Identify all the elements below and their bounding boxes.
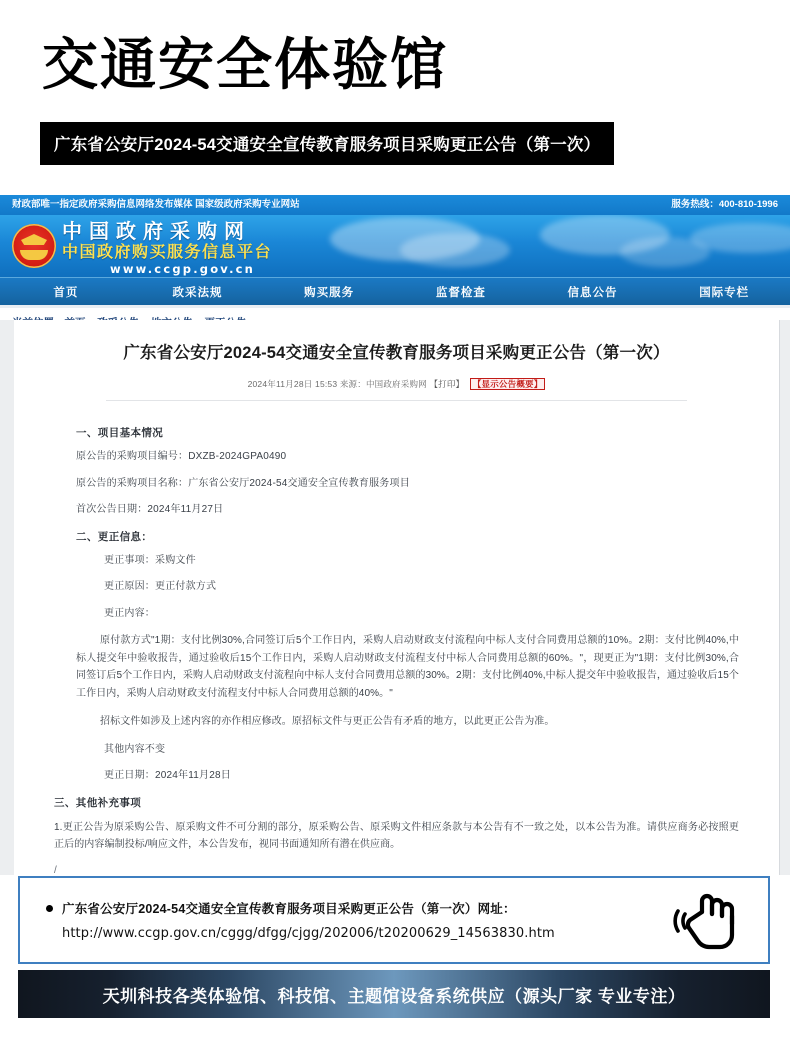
site-logo-url: www.ccgp.gov.cn bbox=[110, 262, 256, 276]
status-badge[interactable]: 【显示公告概要】 bbox=[470, 378, 546, 390]
cloud-decoration-icon bbox=[400, 233, 510, 267]
company-footer-banner bbox=[18, 970, 770, 1018]
nav-item-notices[interactable]: 信息公告 bbox=[567, 286, 618, 299]
document-body bbox=[14, 401, 779, 875]
announcement-url[interactable]: http://www.ccgp.gov.cn/cggg/dfgg/cjgg/202006/t20200629_14563830.htm bbox=[62, 926, 555, 941]
company-footer-text: 天圳科技各类体验馆、科技馆、主题馆设备系统供应（源头厂家 专业专注） bbox=[102, 986, 686, 1006]
correction-date: 更正日期：2024年11月28日 bbox=[104, 770, 231, 782]
site-logo-line1: 中国政府采购网 bbox=[62, 221, 251, 243]
poster-header bbox=[0, 0, 790, 165]
correction-reason: 更正原因：更正付款方式 bbox=[104, 581, 217, 593]
service-hotline: 服务热线：400-810-1996 bbox=[671, 199, 778, 210]
nav-item-services[interactable]: 购买服务 bbox=[304, 286, 355, 299]
site-logo-line2: 中国政府购买服务信息平台 bbox=[62, 244, 273, 261]
correction-other-unchanged: 其他内容不变 bbox=[104, 743, 166, 755]
announcement-datetime: 2024年11月28日 15:53 bbox=[247, 379, 338, 390]
correction-content-body: 原付款方式"1期：支付比例30%,合同签订后5个工作日内，采购人启动财政支付流程向中标人支付合同费用总额的10%。2期：支付比例40%,中标人提交年中验收报告，通过验收后15个工作日内，采购人启动财政支付流程支付中标人合同费用总额的60%。"，现更正为"1期：支付比例30%,合同签订后5个工作日内，采购人启动财政支付流程向中标人支付合同费用总额的30%。2期：支付比例40%,中标人提交年中验收报告，通过验收后15个工作日内，采购人启动财政支付流程支付中标人合同费用总额的40%。" bbox=[76, 635, 739, 699]
correction-content-label: 更正内容： bbox=[104, 607, 155, 619]
nav-item-international[interactable]: 国际专栏 bbox=[699, 286, 750, 299]
url-card-label: 广东省公安厅2024-54交通安全宣传教育服务项目采购更正公告（第一次）网址： bbox=[62, 902, 516, 916]
original-project-number: 原公告的采购项目编号：DXZB-2024GPA0490 bbox=[76, 451, 287, 463]
announcement-source: 来源：中国政府采购网 bbox=[339, 379, 427, 390]
china-national-emblem-icon bbox=[12, 224, 56, 268]
section-heading-supplementary: 三、其他补充事项 bbox=[54, 796, 142, 809]
site-top-strip-text: 财政部唯一指定政府采购信息网络发布媒体 国家级政府采购专业网站 bbox=[12, 199, 300, 210]
nav-item-supervision[interactable]: 监督检查 bbox=[435, 286, 486, 299]
url-reference-card bbox=[18, 876, 770, 964]
bullet-point-icon bbox=[46, 905, 53, 912]
nav-item-regulations[interactable]: 政采法规 bbox=[172, 286, 223, 299]
bottom-white-strip bbox=[0, 1022, 790, 1044]
site-top-strip bbox=[0, 195, 790, 215]
original-project-name: 原公告的采购项目名称：广东省公安厅2024-54交通安全宣传教育服务项目 bbox=[76, 477, 410, 489]
correction-amendment-note: 招标文件如涉及上述内容的亦作相应修改。原招标文件与更正公告有矛盾的地方，以此更正公告为准。 bbox=[100, 716, 555, 728]
supplementary-paragraph: 1.更正公告为原采购公告、原采购文件不可分割的部分，原采购公告、原采购文件相应条款与本公告有不一致之处，以本公告为准。请供应商务必按照更正后的内容编制投标/响应文件，本公告发布，视同书面通知所有潜在供应商。 bbox=[54, 821, 739, 851]
site-navigation[interactable] bbox=[0, 277, 790, 305]
section-heading-basic-info: 一、项目基本情况 bbox=[76, 427, 164, 440]
first-announcement-date: 首次公告日期：2024年11月27日 bbox=[76, 504, 224, 516]
print-link[interactable]: 【打印】 bbox=[429, 379, 465, 390]
url-card-label-row bbox=[46, 899, 768, 917]
correction-item: 更正事项：采购文件 bbox=[104, 554, 196, 566]
pointing-hand-click-icon bbox=[668, 890, 746, 954]
page-title: 交通安全体验馆 bbox=[42, 33, 448, 98]
ccgp-website-screenshot bbox=[0, 195, 790, 875]
site-logo[interactable] bbox=[62, 221, 272, 277]
document-background bbox=[0, 320, 790, 875]
poster-subtitle-bar: 广东省公安厅2024-54交通安全宣传教育服务项目采购更正公告（第一次） bbox=[40, 122, 614, 165]
document-page bbox=[14, 320, 780, 875]
nav-item-home[interactable]: 首页 bbox=[53, 286, 79, 299]
announcement-meta bbox=[66, 378, 727, 390]
site-banner bbox=[0, 215, 790, 277]
announcement-title: 广东省公安厅2024-54交通安全宣传教育服务项目采购更正公告（第一次） bbox=[123, 344, 670, 362]
trailing-slash: / bbox=[54, 864, 57, 875]
section-heading-correction-info: 二、更正信息： bbox=[76, 530, 153, 543]
